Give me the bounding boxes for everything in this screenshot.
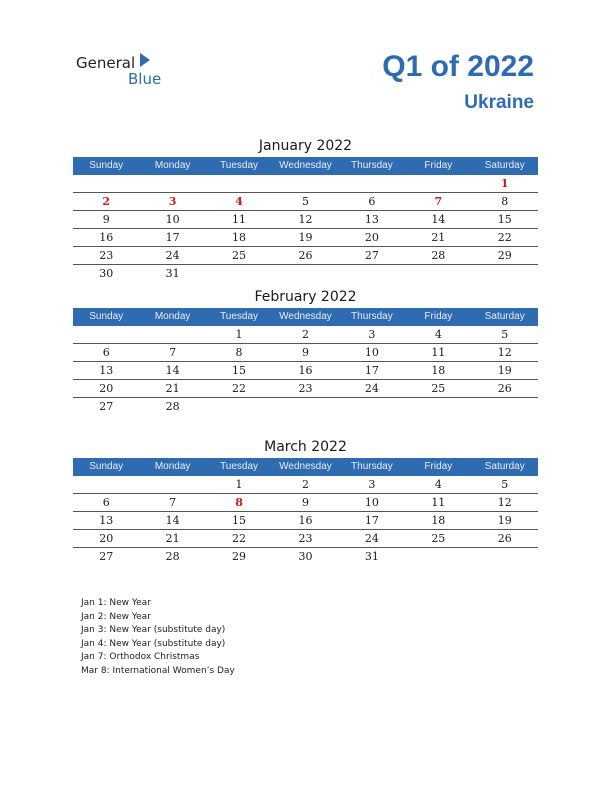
day-cell: 15 [232,364,247,377]
holiday-day-cell: 7 [434,195,443,208]
holiday-entry: Jan 3: New Year (substitute day) [81,625,226,636]
holiday-day-cell: 4 [235,195,243,208]
weekday-label: Sunday [89,311,124,322]
week-row [73,211,538,229]
day-cell: 16 [99,231,114,244]
weekday-label: Tuesday [220,461,259,472]
day-cell: 17 [165,231,180,244]
day-cell [472,398,538,415]
day-cell: 17 [364,364,379,377]
weekday-label: Monday [154,160,191,171]
day-cell: 7 [169,346,177,359]
weekday-label: Wednesday [279,160,332,171]
day-cell: 24 [364,532,379,545]
week-row [73,476,538,494]
week-row [73,193,538,211]
day-cell: 19 [497,364,512,377]
weekday-label: Monday [154,311,191,322]
day-cell [272,175,338,192]
day-cell: 6 [102,346,110,359]
day-cell: 27 [99,550,114,563]
day-cell: 25 [431,382,446,395]
day-cell: 20 [99,382,114,395]
day-cell: 6 [102,496,110,509]
day-cell: 18 [431,514,446,527]
day-cell: 20 [99,532,114,545]
day-cell: 22 [232,532,247,545]
weekday-label: Friday [424,461,453,472]
day-cell [73,476,139,493]
month-february [73,286,538,415]
month-title: March 2022 [264,439,347,455]
day-cell [206,398,272,415]
day-cell: 15 [232,514,247,527]
day-cell: 13 [99,514,114,527]
day-cell: 18 [431,364,446,377]
day-cell: 28 [165,400,180,413]
country-name: Ukraine [464,92,534,113]
weekday-label: Tuesday [220,160,259,171]
day-cell: 23 [99,249,114,262]
week-row [73,380,538,398]
day-cell: 16 [298,514,313,527]
week-row [73,512,538,530]
weekday-label: Saturday [484,160,525,171]
weekday-label: Friday [424,311,453,322]
weekday-label: Saturday [484,311,525,322]
day-cell: 2 [301,328,309,341]
day-cell: 14 [431,213,446,226]
day-cell: 24 [364,382,379,395]
day-cell: 21 [431,231,446,244]
holiday-day-cell: 2 [102,195,111,208]
day-cell: 9 [301,346,309,359]
day-cell: 28 [165,550,180,563]
day-cell: 6 [368,195,376,208]
week-row [73,548,538,565]
week-row [73,530,538,548]
day-cell: 12 [497,496,512,509]
day-cell: 8 [235,346,243,359]
day-cell: 21 [165,382,180,395]
weekday-label: Sunday [89,160,124,171]
weekday-label: Monday [154,461,191,472]
holiday-entry: Jan 2: New Year [81,611,151,622]
day-cell: 10 [364,346,379,359]
day-cell: 14 [165,364,180,377]
weekday-label: Tuesday [220,311,259,322]
day-cell: 12 [298,213,313,226]
day-cell: 19 [497,514,512,527]
week-row [73,265,538,282]
holiday-entry: Jan 7: Orthodox Christmas [81,652,200,663]
day-cell: 26 [298,249,313,262]
holiday-day-cell: 3 [168,195,177,208]
day-cell: 23 [298,532,313,545]
day-cell: 1 [235,478,243,491]
holiday-entry: Mar 8: International Women’s Day [81,665,235,676]
day-cell: 15 [497,213,512,226]
day-cell [206,265,272,282]
day-cell: 1 [235,328,243,341]
week-row [73,494,538,512]
day-cell [339,398,405,415]
day-cell [206,175,272,192]
day-cell [405,265,471,282]
holiday-day-cell: 8 [235,496,243,509]
day-cell [405,175,471,192]
page-title: Q1 of 2022 [382,50,534,83]
day-cell [405,548,471,565]
week-row [73,247,538,265]
day-cell: 4 [434,478,442,491]
day-cell: 29 [232,550,247,563]
weekday-header [73,458,538,476]
day-cell: 30 [99,267,114,280]
day-cell: 31 [364,550,379,563]
holiday-entry: Jan 4: New Year (substitute day) [81,638,226,649]
day-cell: 26 [497,382,512,395]
logo-triangle-icon [140,53,150,67]
day-cell [339,265,405,282]
week-row [73,398,538,415]
day-cell: 29 [497,249,512,262]
day-cell: 9 [102,213,110,226]
day-cell: 23 [298,382,313,395]
day-cell [73,175,139,192]
day-cell: 31 [165,267,180,280]
day-cell: 9 [301,496,309,509]
day-cell: 27 [99,400,114,413]
day-cell [472,548,538,565]
day-cell: 3 [368,478,376,491]
week-row [73,326,538,344]
day-cell: 3 [368,328,376,341]
day-cell [339,175,405,192]
weekday-header [73,308,538,326]
day-cell [272,265,338,282]
day-cell: 25 [232,249,247,262]
day-cell: 8 [501,195,509,208]
day-cell: 10 [165,213,180,226]
month-january [73,135,538,282]
logo-word-general: General [76,54,136,72]
day-cell: 30 [298,550,313,563]
day-cell: 14 [165,514,180,527]
week-row [73,229,538,247]
day-cell: 24 [165,249,180,262]
day-cell: 11 [431,346,446,359]
day-cell: 7 [169,496,177,509]
week-row [73,362,538,380]
day-cell [472,265,538,282]
day-cell [139,476,205,493]
week-row [73,175,538,193]
day-cell: 21 [165,532,180,545]
weekday-label: Friday [424,160,453,171]
day-cell [272,398,338,415]
day-cell: 11 [431,496,446,509]
weekday-label: Wednesday [279,311,332,322]
day-cell: 13 [99,364,114,377]
day-cell: 5 [501,328,509,341]
day-cell: 16 [298,364,313,377]
day-cell: 27 [364,249,379,262]
day-cell: 5 [501,478,509,491]
day-cell: 26 [497,532,512,545]
weekday-label: Thursday [351,461,393,472]
day-cell: 28 [431,249,446,262]
holiday-list [81,597,235,679]
holiday-day-cell: 1 [500,177,509,190]
day-cell: 17 [364,514,379,527]
weekday-label: Thursday [351,160,393,171]
month-title: January 2022 [258,138,353,154]
day-cell [139,326,205,343]
day-cell: 25 [431,532,446,545]
day-cell: 19 [298,231,313,244]
day-cell: 4 [434,328,442,341]
day-cell [405,398,471,415]
brand-logo [76,52,176,92]
day-cell: 11 [232,213,247,226]
weekday-label: Sunday [89,461,124,472]
day-cell: 22 [497,231,512,244]
day-cell: 2 [301,478,309,491]
day-cell: 18 [232,231,247,244]
day-cell: 12 [497,346,512,359]
day-cell [139,175,205,192]
holiday-entry: Jan 1: New Year [81,598,151,608]
day-cell: 20 [364,231,379,244]
weekday-header [73,157,538,175]
weekday-label: Thursday [351,311,393,322]
logo-word-blue: Blue [128,70,162,88]
day-cell: 10 [364,496,379,509]
day-cell [73,326,139,343]
month-title: February 2022 [254,289,357,305]
week-row [73,344,538,362]
month-march [73,436,538,565]
weekday-label: Wednesday [279,461,332,472]
day-cell: 22 [232,382,247,395]
weekday-label: Saturday [484,461,525,472]
day-cell: 13 [364,213,379,226]
day-cell: 5 [301,195,309,208]
